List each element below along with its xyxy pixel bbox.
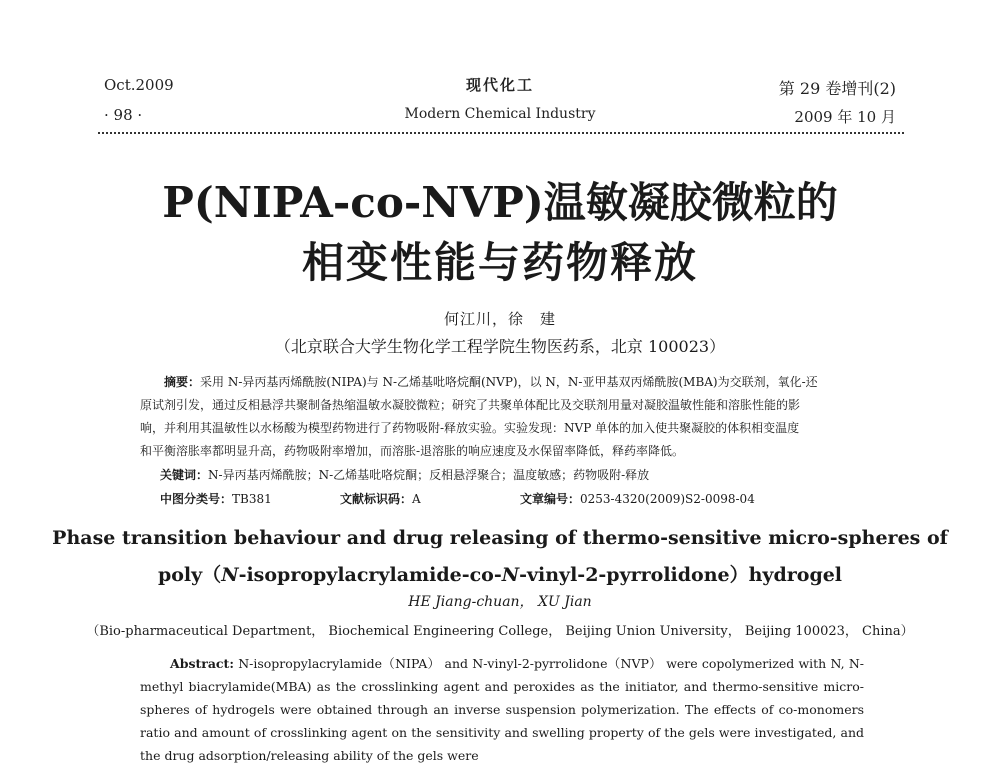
abstract-cn [140, 371, 862, 463]
abstract-en-text: N-isopropylacrylamide（NIPA） and N-vinyl-2-pyrrolidone（NVP） were copolymerized with N, N-methyl biacrylamide(MBA) as the crosslinking agent and peroxides as the initiator, and thermo-sensitive micro-spheres of hydrogels were obtained through an inverse suspension polymerization. The effects of co-monomers ratio and amount of crosslinking agent on the sensitivity and swelling property of the gels were investigated, and the drug adsorption/releasing ability of the gels were [140, 656, 864, 763]
keywords-cn [160, 466, 649, 483]
abstract-en [140, 652, 864, 767]
abstract-cn-label: 摘要： [164, 375, 201, 389]
header-volume: 第 29 卷增刊(2) [778, 79, 896, 98]
doc-code-value: A [412, 492, 421, 506]
header-divider [98, 132, 904, 134]
affiliation-en: （Bio-pharmaceutical Department， Biochemical Engineering College， Beijing Union University， Beijing 100023， China） [86, 624, 914, 639]
header-journal-en: Modern Chemical Industry [404, 106, 596, 122]
clc-label: 中图分类号： [160, 492, 233, 506]
header-journal-cn: 现代化工 [465, 76, 534, 94]
paper-title-line-1: P(NIPA-co-NVP)温敏凝胶微粒的 [162, 178, 838, 227]
clc-number [160, 490, 272, 507]
abstract-cn-line: 原试剂引发，通过反相悬浮共聚制备热缩温敏水凝胶微粒；研究了共聚单体配比及交联剂用量对凝胶温敏性能和溶胀性能的影 [140, 398, 801, 412]
keywords-text: N-异丙基丙烯酰胺；N-乙烯基吡咯烷酮；反相悬浮聚合；温度敏感；药物吸附-释放 [208, 468, 650, 482]
header-issue-date: 2009 年 10 月 [794, 108, 896, 126]
article-number [520, 490, 755, 507]
article-number-label: 文章编号： [520, 492, 581, 506]
abstract-cn-line: 响，并利用其温敏性以水杨酸为模型药物进行了药物吸附-释放实验。实验发现：NVP 单体的加入使共聚凝胶的体积相变温度 [140, 421, 800, 435]
abstract-en-label: Abstract: [170, 656, 234, 671]
doc-code-label: 文献标识码： [340, 492, 413, 506]
english-title-line-1: Phase transition behaviour and drug releasing of thermo-sensitive micro-spheres of [52, 527, 948, 549]
english-title-line-2: poly（N-isopropylacrylamide-co-N-vinyl-2-pyrrolidone）hydrogel [157, 564, 843, 586]
article-number-value: 0253-4320(2009)S2-0098-04 [580, 492, 755, 506]
paper-title-line-2: 相变性能与药物释放 [301, 238, 698, 287]
affiliation-cn: （北京联合大学生物化学工程学院生物医药系，北京 100023） [274, 337, 726, 356]
abstract-cn-line: 和平衡溶胀率都明显升高，药物吸附率增加，而溶胀-退溶胀的响应速度及水保留率降低，释药率降低。 [140, 444, 685, 458]
clc-value: TB381 [232, 492, 272, 506]
authors-en: HE Jiang-chuan， XU Jian [408, 594, 592, 610]
abstract-cn-line: 采用 N-异丙基丙烯酰胺(NIPA)与 N-乙烯基吡咯烷酮(NVP)，以 N，N-亚甲基双丙烯酰胺(MBA)为交联剂，氧化-还 [200, 375, 818, 389]
header-page-number: · 98 · [104, 106, 143, 124]
header-date: Oct.2009 [104, 76, 174, 94]
document-code [340, 490, 421, 507]
keywords-label: 关键词： [160, 468, 209, 482]
authors-cn: 何江川，徐 建 [443, 310, 556, 328]
